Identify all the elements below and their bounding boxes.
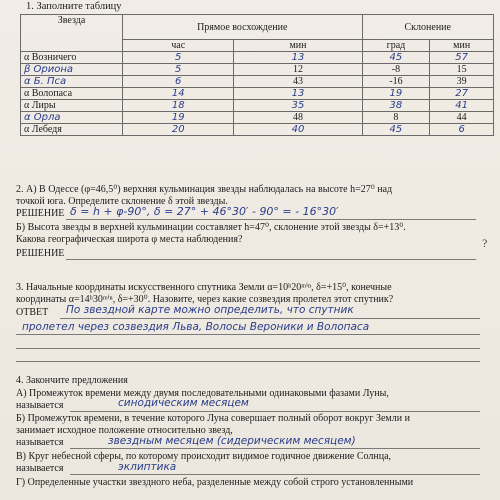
coordinates-table: [20, 14, 494, 136]
table-row: [21, 52, 494, 64]
hours-cell: 18: [123, 100, 234, 112]
answer-line: [16, 361, 480, 362]
answer-line: [70, 474, 480, 475]
arcminutes-cell: 44: [430, 112, 494, 124]
answer-line: [70, 448, 480, 449]
degrees-cell: 8: [362, 112, 430, 124]
task2-line2: точкой юга. Определите склонение δ этой звезды.: [16, 196, 228, 207]
task4-title: 4. Закончите предложения: [16, 375, 128, 386]
task3-answer-handwritten-2: пролетел через созвездия Льва, Волосы Вероники и Волопаса: [22, 321, 370, 333]
table-row: [21, 100, 494, 112]
arcminutes-cell: 39: [430, 76, 494, 88]
star-cell: α Волопаса: [21, 88, 123, 100]
task2-line3: Б) Высота звезды в верхней кульминации составляет h=47⁰, склонение этой звезды δ=+13⁰.: [16, 222, 406, 233]
task4-a-line: А) Промежуток времени между двумя последовательными одинаковыми фазами Луны,: [16, 388, 389, 399]
star-cell: α Возничего: [21, 52, 123, 64]
task4-c-called: называется: [16, 463, 64, 474]
answer-line: [66, 259, 476, 260]
degrees-cell: 19: [362, 88, 430, 100]
minutes-cell: 13: [234, 88, 362, 100]
hours-cell: 5: [123, 52, 234, 64]
star-cell: α Орла: [21, 112, 123, 124]
degrees-cell: -16: [362, 76, 430, 88]
task3-answer-label: ОТВЕТ: [16, 307, 49, 318]
star-cell: α Лиры: [21, 100, 123, 112]
task1-title: 1. Заполните таблицу: [26, 1, 122, 12]
arcminutes-cell: 6: [430, 124, 494, 136]
table-row: [21, 124, 494, 136]
task2-line1: 2. А) В Одессе (φ=46,5⁰) верхняя кульминация звезды наблюдалась на высоте h=27⁰ над: [16, 184, 393, 195]
table-row: [21, 64, 494, 76]
task2-answer-label: РЕШЕНИЕ: [16, 208, 65, 219]
star-cell: β Ориона: [21, 64, 123, 76]
task4-a-called: называется: [16, 400, 64, 411]
hours-cell: 5: [123, 64, 234, 76]
arcminutes-cell: 41: [430, 100, 494, 112]
answer-line: [66, 219, 476, 220]
task3-line2: координаты α=14ʰ30ᵐⁱⁿ, δ=+30⁰. Назовите, через какие созвездия пролетел этот спутник?: [16, 294, 394, 305]
hours-cell: 19: [123, 112, 234, 124]
degrees-cell: 45: [362, 52, 430, 64]
degrees-cell: 45: [362, 124, 430, 136]
subheader-degrees: град: [362, 40, 430, 52]
answer-line: [70, 411, 480, 412]
task2-answer-handwritten: δ = h + φ-90°, δ = 27° + 46°30′ - 90° = - 16°30′: [70, 205, 339, 218]
answer-line: [60, 318, 480, 319]
minutes-cell: 35: [234, 100, 362, 112]
task4-b-called: называется: [16, 437, 64, 448]
arcminutes-cell: 57: [430, 52, 494, 64]
task4-c-line: В) Круг небесной сферы, по которому происходит видимое годичное движение Солнца,: [16, 451, 392, 462]
header-ra: Прямое восхождение: [123, 15, 363, 40]
table-row: [21, 112, 494, 124]
star-cell: α Б. Пса: [21, 76, 123, 88]
task4-d-line: Г) Определенные участки звездного неба, разделенные между собой строго установленными: [16, 477, 414, 488]
task4-b-answer-handwritten: звездным месяцем (сидерическим месяцем): [108, 435, 356, 447]
subheader-arcminutes: мин: [430, 40, 494, 52]
task4-a-answer-handwritten: синодическим месяцем: [118, 397, 249, 409]
task4-b-line1: Б) Промежуток времени, в течение которого Луна совершает полный оборот вокруг Земли и: [16, 413, 410, 424]
table-row: [21, 88, 494, 100]
task3-line1: 3. Начальные координаты искусственного спутника Земли α=10ʰ20ᵐⁱⁿ, δ=+15⁰, конечные: [16, 282, 392, 293]
hours-cell: 6: [123, 76, 234, 88]
answer-line: [16, 348, 480, 349]
table-row: [21, 76, 494, 88]
answer-line: [16, 334, 480, 335]
hours-cell: 20: [123, 124, 234, 136]
task2-answer2-label: РЕШЕНИЕ: [16, 248, 65, 259]
task2-line4: Какова географическая широта φ места наблюдения?: [16, 234, 243, 245]
minutes-cell: 43: [234, 76, 362, 88]
subheader-hours: час: [123, 40, 234, 52]
subheader-minutes: мин: [234, 40, 362, 52]
header-dec: Склонение: [362, 15, 494, 40]
header-star: Звезда: [21, 15, 123, 52]
minutes-cell: 40: [234, 124, 362, 136]
degrees-cell: -8: [362, 64, 430, 76]
task4-c-answer-handwritten: эклиптика: [118, 461, 177, 473]
minutes-cell: 48: [234, 112, 362, 124]
minutes-cell: 12: [234, 64, 362, 76]
question-mark: ?: [482, 236, 488, 250]
degrees-cell: 38: [362, 100, 430, 112]
minutes-cell: 13: [234, 52, 362, 64]
table-body: [21, 52, 494, 136]
arcminutes-cell: 27: [430, 88, 494, 100]
task3-answer-handwritten-1: По звездной карте можно определить, что спутник: [66, 304, 354, 316]
task4-b-line2: занимает исходное положение относительно звезд,: [16, 425, 233, 436]
hours-cell: 14: [123, 88, 234, 100]
star-cell: α Лебедя: [21, 124, 123, 136]
arcminutes-cell: 15: [430, 64, 494, 76]
